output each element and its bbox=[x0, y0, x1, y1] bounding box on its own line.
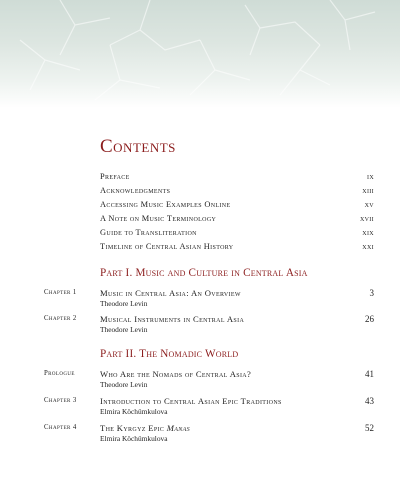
chapter-label: Chapter 2 bbox=[44, 315, 77, 322]
chapter-title: Introduction to Central Asian Epic Traditions bbox=[100, 396, 282, 406]
toc-entry-music-terminology[interactable] bbox=[100, 214, 374, 227]
chapter-label: Chapter 3 bbox=[44, 397, 77, 404]
toc-prologue[interactable] bbox=[0, 369, 400, 395]
chapter-title: Music in Central Asia: An Overview bbox=[100, 288, 241, 298]
toc-chapter-1[interactable] bbox=[0, 288, 400, 314]
chapter-title: Musical Instruments in Central Asia bbox=[100, 314, 245, 324]
toc-entry-acknowledgments[interactable] bbox=[100, 186, 374, 199]
toc-entry-label: Timeline of Central Asian History bbox=[100, 242, 234, 251]
toc-entry-timeline[interactable] bbox=[100, 242, 374, 255]
chapter-title: The Kyrgyz Epic Manas bbox=[100, 423, 191, 433]
toc-entry-preface[interactable] bbox=[100, 172, 374, 185]
chapter-label: Prologue bbox=[44, 370, 75, 377]
toc-entry-page: xvii bbox=[359, 214, 374, 223]
toc-entry-page: xix bbox=[362, 228, 374, 237]
contents-heading: Contents bbox=[100, 136, 176, 157]
toc-entry-transliteration[interactable] bbox=[100, 228, 374, 241]
toc-entry-page: ix bbox=[366, 172, 374, 181]
toc-entry-accessing-music[interactable] bbox=[100, 200, 374, 213]
part-heading: Part II. The Nomadic World bbox=[100, 348, 239, 360]
chapter-page: 3 bbox=[369, 288, 374, 298]
toc-entry-label: Preface bbox=[100, 172, 130, 181]
chapter-title: Who Are the Nomads of Central Asia? bbox=[100, 369, 252, 379]
chapter-author: Elmira Köchümkulova bbox=[100, 434, 168, 443]
chapter-author: Theodore Levin bbox=[100, 380, 148, 389]
toc-entry-page: xxi bbox=[362, 242, 374, 251]
toc-entry-label: A Note on Music Terminology bbox=[100, 214, 217, 223]
toc-entry-page: xiii bbox=[362, 186, 374, 195]
chapter-page: 43 bbox=[365, 396, 374, 406]
chapter-author: Elmira Köchümkulova bbox=[100, 407, 168, 416]
toc-entry-page: xv bbox=[364, 200, 374, 209]
toc-entry-label: Guide to Transliteration bbox=[100, 228, 197, 237]
decorative-header-banner bbox=[0, 0, 400, 108]
toc-chapter-4[interactable] bbox=[0, 423, 400, 449]
toc-chapter-2[interactable] bbox=[0, 314, 400, 340]
chapter-author: Theodore Levin bbox=[100, 299, 148, 308]
chapter-author: Theodore Levin bbox=[100, 325, 148, 334]
toc-chapter-3[interactable] bbox=[0, 396, 400, 422]
chapter-label: Chapter 4 bbox=[44, 424, 77, 431]
toc-entry-label: Accessing Music Examples Online bbox=[100, 200, 231, 209]
toc-entry-label: Acknowledgments bbox=[100, 186, 171, 195]
chapter-page: 26 bbox=[365, 314, 374, 324]
part-heading: Part I. Music and Culture in Central Asia bbox=[100, 267, 308, 279]
chapter-page: 41 bbox=[365, 369, 374, 379]
chapter-label: Chapter 1 bbox=[44, 289, 77, 296]
starburst-pattern-icon bbox=[0, 0, 400, 108]
chapter-page: 52 bbox=[365, 423, 374, 433]
